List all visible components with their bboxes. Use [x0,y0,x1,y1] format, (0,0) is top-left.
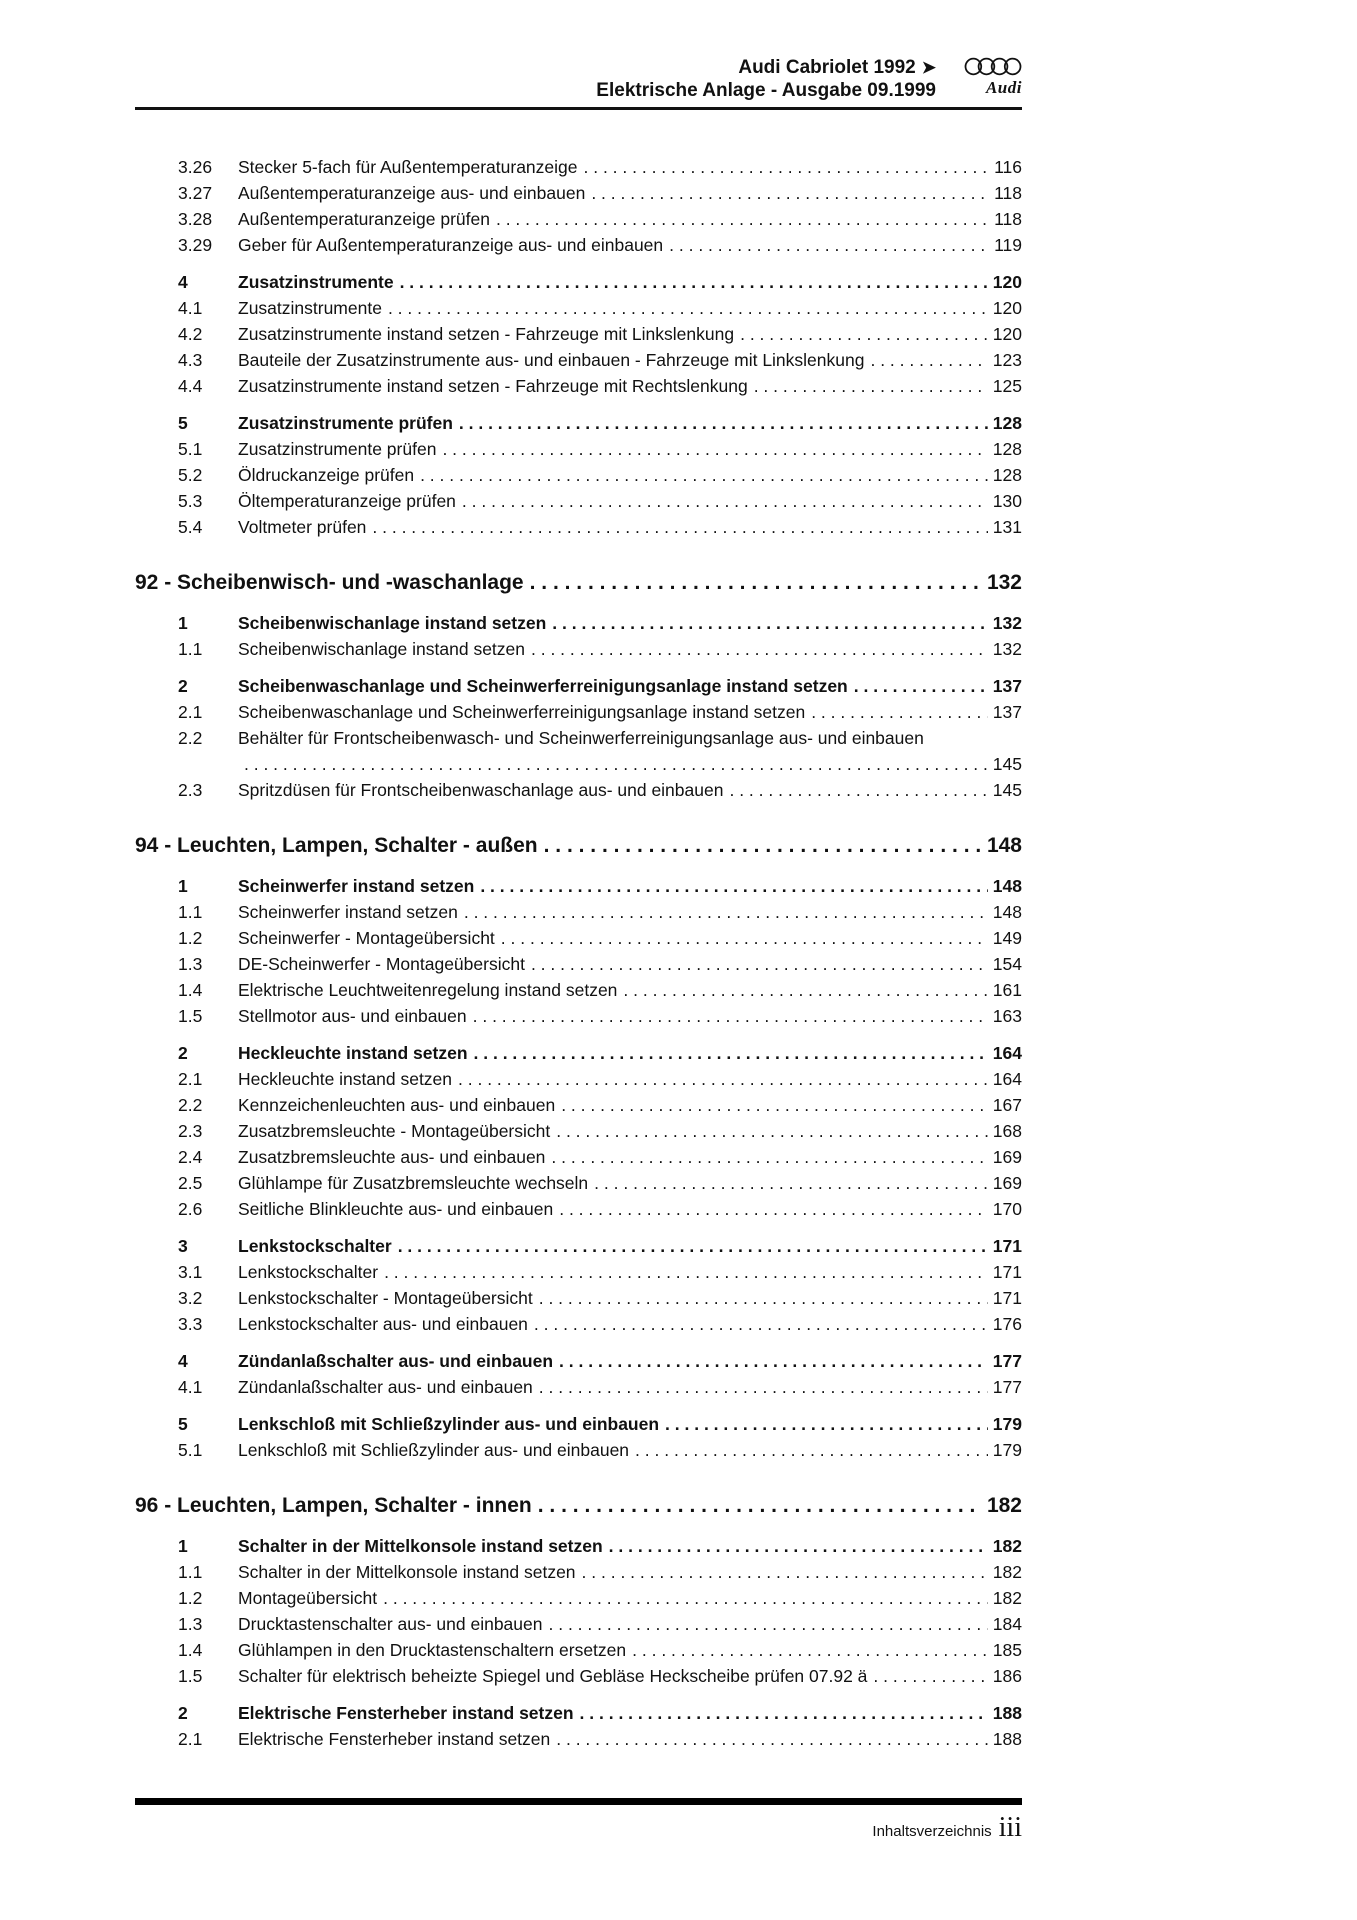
dot-leader [372,514,987,540]
toc-entry-subsection-continuation [135,751,1022,777]
toc-entry-subsection [135,514,1022,540]
toc-entry-subsection [135,1170,1022,1196]
toc-entry-number: 3.26 [178,157,213,177]
toc-entry-title: Außentemperaturanzeige prüfen [238,209,490,229]
toc-entry-title: Zusatzinstrumente instand setzen - Fahrzeuge mit Rechtslenkung [238,376,748,396]
toc-entry-number: 3.2 [178,1288,203,1308]
toc-entry-page: 163 [992,1006,1022,1026]
toc-entry-page: 149 [992,928,1022,948]
dot-leader [580,1700,988,1726]
toc-entry-number: 1.2 [178,1588,203,1608]
toc-entry-title: Lenkstockschalter [238,1236,392,1256]
toc-entry-number: 2.5 [178,1173,203,1193]
toc-entry-subsection [135,436,1022,462]
toc-entry-subsection [135,1559,1022,1585]
toc-entry-title: Zündanlaßschalter aus- und einbauen [238,1351,554,1371]
toc-entry-page: 120 [992,298,1022,318]
toc-entry-title: Kennzeichenleuchten aus- und einbauen [238,1095,556,1115]
footer-page-number: iii [998,1812,1022,1843]
dot-leader [623,977,987,1003]
toc-entry-section [135,673,1022,699]
toc-entry-title: Zündanlaßschalter aus- und einbauen [238,1377,533,1397]
toc-entry-page: 120 [992,272,1022,292]
dot-leader [496,206,989,232]
audi-rings-icon [964,56,1022,77]
toc-entry-page: 182 [992,1588,1022,1608]
toc-entry-number: 4.3 [178,350,203,370]
toc-entry-title: Scheinwerfer instand setzen [238,902,458,922]
toc-entry-page: 120 [992,324,1022,344]
dot-leader [665,1411,988,1437]
dot-leader [398,1233,988,1259]
toc-entry-page: 171 [992,1262,1022,1282]
toc-entry-subsection [135,636,1022,662]
toc-entry-number: 4.4 [178,376,203,396]
toc-entry-number: 5.2 [178,465,203,485]
toc-entry-page: 145 [992,754,1022,774]
toc-entry-subsection [135,1637,1022,1663]
toc-entry-number: 4.1 [178,298,203,318]
toc-entry-title: Scheibenwaschanlage und Scheinwerferreinigungsanlage instand setzen [238,676,848,696]
toc-entry-section [135,1411,1022,1437]
dot-leader [464,899,988,925]
toc-entry-subsection [135,925,1022,951]
toc-entry-number: 1 [178,876,188,896]
dot-leader [729,777,987,803]
header-divider [135,107,1022,110]
toc-entry-title: Leuchten, Lampen, Schalter - außen [177,834,538,857]
toc-entry-page: 128 [992,465,1022,485]
dot-leader [531,951,988,977]
toc-entry-number: 1 [178,613,188,633]
toc-entry-title: Lenkstockschalter [238,1262,379,1282]
toc-entry-title: Heckleuchte instand setzen [238,1043,468,1063]
dot-leader [549,1611,988,1637]
dot-leader [873,1663,987,1689]
toc-entry-number: 1 [178,1536,188,1556]
toc-entry-subsection [135,1663,1022,1689]
toc-entry-subsection [135,777,1022,803]
dot-leader [754,373,988,399]
dot-leader [388,295,988,321]
toc-entry-subsection [135,373,1022,399]
toc-entry-page: 185 [992,1640,1022,1660]
brand-logo [964,56,1022,98]
toc-entry-page: 177 [992,1377,1022,1397]
toc-entry-title: Öltemperaturanzeige prüfen [238,491,456,511]
toc-entry-page: 132 [992,639,1022,659]
toc-entry-subsection [135,347,1022,373]
toc-entry-title: Zusatzinstrumente [238,298,382,318]
toc-entry-title: Scheibenwischanlage instand setzen [238,613,547,633]
toc-entry-page: 179 [992,1414,1022,1434]
dot-leader [400,269,988,295]
toc-entry-subsection [135,725,1022,751]
toc-entry-title: Lenkstockschalter - Montageübersicht [238,1288,533,1308]
document-header [135,0,1022,102]
toc-entry-title: Zusatzinstrumente prüfen [238,413,453,433]
dot-leader [561,1092,988,1118]
toc-entry-section [135,1040,1022,1066]
dot-leader [459,410,988,436]
toc-entry-section [135,1348,1022,1374]
toc-entry-subsection [135,1259,1022,1285]
toc-entry-title: Schalter in der Mittelkonsole instand setzen [238,1562,576,1582]
toc-entry-chapter [135,1489,1022,1522]
toc-entry-title: Zusatzbremsleuchte - Montageübersicht [238,1121,551,1141]
toc-entry-chapter [135,566,1022,599]
header-model-line [596,56,936,79]
toc-entry-title: Lenkschloß mit Schließzylinder aus- und einbauen [238,1440,630,1460]
toc-entry-subsection [135,488,1022,514]
toc-entry-number: 3.3 [178,1314,203,1334]
toc-entry-number: 3.29 [178,235,213,255]
toc-entry-page: 168 [992,1121,1022,1141]
toc-entry-title: Stellmotor aus- und einbauen [238,1006,467,1026]
toc-entry-page: 119 [994,235,1022,255]
dot-leader [531,636,988,662]
toc-entry-title: Scheinwerfer - Montageübersicht [238,928,495,948]
toc-entry-number: 5.3 [178,491,203,511]
dot-leader [556,1118,988,1144]
toc-entry-title: Zusatzinstrumente prüfen [238,439,437,459]
toc-entry-number: 94 - [135,829,177,862]
dot-leader [244,751,988,777]
toc-entry-page: 164 [992,1069,1022,1089]
toc-entry-page: 148 [992,876,1022,896]
toc-entry-page: 186 [992,1666,1022,1686]
toc-entry-section [135,1533,1022,1559]
toc-entry-page: 177 [992,1351,1022,1371]
toc-entry-subsection [135,1311,1022,1337]
dot-leader [474,1040,988,1066]
toc-entry-title: Seitliche Blinkleuchte aus- und einbauen [238,1199,554,1219]
toc-entry-page: 167 [992,1095,1022,1115]
toc-entry-subsection [135,1726,1022,1752]
footer-divider [135,1798,1022,1805]
toc-entry-title: Bauteile der Zusatzinstrumente aus- und einbauen - Fahrzeuge mit Linkslenkung [238,350,865,370]
toc-entry-page: 132 [992,613,1022,633]
toc-entry-number: 2.1 [178,1729,203,1749]
toc-entry-number: 1.2 [178,928,203,948]
toc-entry-page: 132 [986,571,1022,594]
toc-entry-subsection [135,321,1022,347]
toc-entry-page: 125 [992,376,1022,396]
toc-entry-subsection [135,206,1022,232]
toc-entry-chapter [135,829,1022,862]
toc-entry-page: 169 [992,1147,1022,1167]
toc-entry-number: 2.3 [178,1121,203,1141]
dot-leader [458,1066,988,1092]
toc-entry-page: 118 [994,209,1022,229]
toc-entry-number: 3.28 [178,209,213,229]
forward-arrow-icon: ➤ [921,58,936,77]
toc-entry-subsection [135,180,1022,206]
toc-entry-subsection [135,1437,1022,1463]
toc-entry-title: Zusatzinstrumente [238,272,394,292]
toc-entry-number: 1.5 [178,1006,203,1026]
toc-entry-number: 1.1 [178,1562,203,1582]
toc-entry-subsection [135,1066,1022,1092]
toc-entry-title: Leuchten, Lampen, Schalter - innen [177,1494,532,1517]
toc-entry-title: Außentemperaturanzeige aus- und einbauen [238,183,586,203]
toc-entry-subsection [135,1118,1022,1144]
toc-entry-title: DE-Scheinwerfer - Montageübersicht [238,954,525,974]
toc-entry-number: 2 [178,676,188,696]
toc-entry-page: 179 [992,1440,1022,1460]
toc-entry-page: 171 [992,1288,1022,1308]
toc-entry-section [135,1233,1022,1259]
toc-entry-number: 5.4 [178,517,203,537]
toc-entry-number: 1.5 [178,1666,203,1686]
toc-entry-page: 130 [992,491,1022,511]
dot-leader [556,1726,988,1752]
dot-leader [635,1437,988,1463]
dot-leader [462,488,988,514]
toc-entry-title: Lenkstockschalter aus- und einbauen [238,1314,528,1334]
toc-entry-number: 1.3 [178,1614,203,1634]
document-footer [135,1812,1022,1844]
toc-entry-page: 123 [992,350,1022,370]
toc-entry-page: 169 [992,1173,1022,1193]
toc-entry-number: 2 [178,1043,188,1063]
dot-leader [442,436,987,462]
toc-entry-title: Scheibenwaschanlage und Scheinwerferreinigungsanlage instand setzen [238,702,806,722]
toc-entry-title: Montageübersicht [238,1588,378,1608]
toc-entry-title: Voltmeter prüfen [238,517,367,537]
toc-entry-number: 2.1 [178,702,203,722]
toc-entry-number: 1.1 [178,639,203,659]
toc-entry-number: 96 - [135,1489,177,1522]
dot-leader [384,1259,988,1285]
toc-entry-number: 1.1 [178,902,203,922]
toc-entry-page: 182 [992,1562,1022,1582]
toc-entry-page: 164 [992,1043,1022,1063]
header-model-text: Audi Cabriolet 1992 [738,57,916,78]
toc-entry-page: 128 [992,439,1022,459]
dot-leader [582,1559,988,1585]
toc-entry-number: 5 [178,413,188,433]
dot-leader [539,1374,988,1400]
header-text-block [596,56,936,102]
dot-leader [530,566,982,599]
toc-entry-number: 5 [178,1414,188,1434]
dot-leader [632,1637,988,1663]
toc-entry-page: 182 [992,1536,1022,1556]
toc-entry-page: 148 [986,834,1022,857]
toc-entry-title: Heckleuchte instand setzen [238,1069,453,1089]
toc-entry-section [135,610,1022,636]
toc-entry-subsection [135,295,1022,321]
toc-entry-subsection [135,1611,1022,1637]
toc-entry-number: 4.1 [178,1377,203,1397]
toc-entry-title: Geber für Außentemperaturanzeige aus- und einbauen [238,235,664,255]
toc-entry-number: 92 - [135,566,177,599]
toc-entry-number: 2.3 [178,780,203,800]
toc-entry-title: Scheinwerfer instand setzen [238,876,475,896]
toc-entry-page: 137 [992,702,1022,722]
toc-entry-number: 2.1 [178,1069,203,1089]
toc-entry-subsection [135,1003,1022,1029]
toc-entry-number: 2.4 [178,1147,203,1167]
toc-entry-title: Schalter in der Mittelkonsole instand setzen [238,1536,603,1556]
toc-entry-title: Zusatzbremsleuchte aus- und einbauen [238,1147,546,1167]
toc-entry-number: 3 [178,1236,188,1256]
toc-entry-subsection [135,1585,1022,1611]
toc-entry-number: 3.27 [178,183,213,203]
toc-entry-page: 188 [992,1729,1022,1749]
toc-entry-page: 137 [992,676,1022,696]
toc-entry-number: 2.2 [178,728,203,748]
toc-entry-title: Glühlampen in den Drucktastenschaltern ersetzen [238,1640,627,1660]
toc-entry-title: Elektrische Fensterheber instand setzen [238,1729,551,1749]
toc-entry-number: 1.4 [178,980,203,1000]
toc-entry-page: 154 [992,954,1022,974]
toc-entry-title: Lenkschloß mit Schließzylinder aus- und einbauen [238,1414,660,1434]
toc-entry-number: 4 [178,272,188,292]
toc-entry-title: Scheibenwisch- und -waschanlage [177,571,524,594]
toc-entry-page: 145 [992,780,1022,800]
dot-leader [584,154,990,180]
toc-entry-subsection [135,899,1022,925]
dot-leader [383,1585,988,1611]
toc-entry-subsection [135,951,1022,977]
header-edition-line: Elektrische Anlage - Ausgabe 09.1999 [596,80,936,101]
toc-entry-subsection [135,1285,1022,1311]
toc-entry-subsection [135,699,1022,725]
toc-entry-subsection [135,154,1022,180]
toc-entry-page: 116 [994,157,1022,177]
footer-section-label: Inhaltsverzeichnis [872,1823,992,1840]
dot-leader [538,1489,982,1522]
dot-leader [591,180,989,206]
toc-entry-number: 5.1 [178,1440,203,1460]
toc-entry-subsection [135,1374,1022,1400]
toc-entry-page: 148 [992,902,1022,922]
toc-entry-page: 128 [992,413,1022,433]
toc-entry-subsection [135,462,1022,488]
toc-entry-title: Scheibenwischanlage instand setzen [238,639,525,659]
toc-entry-title: Drucktastenschalter aus- und einbauen [238,1614,543,1634]
dot-leader [552,610,988,636]
toc-entry-number: 3.1 [178,1262,203,1282]
toc-entry-section [135,1700,1022,1726]
toc-entry-title: Zusatzinstrumente instand setzen - Fahrzeuge mit Linkslenkung [238,324,735,344]
toc-entry-page: 118 [994,183,1022,203]
toc-entry-section [135,873,1022,899]
toc-entry-page: 182 [986,1494,1022,1517]
toc-entry-number: 2 [178,1703,188,1723]
toc-list [135,154,1022,1752]
dot-leader [594,1170,988,1196]
toc-entry-title: Stecker 5-fach für Außentemperaturanzeige [238,157,578,177]
toc-entry-page: 131 [992,517,1022,537]
toc-entry-subsection [135,1144,1022,1170]
toc-entry-title: Elektrische Fensterheber instand setzen [238,1703,574,1723]
toc-entry-title: Elektrische Leuchtweitenregelung instand setzen [238,980,618,1000]
toc-entry-page: 184 [992,1614,1022,1634]
dot-leader [534,1311,988,1337]
toc-entry-title: Spritzdüsen für Frontscheibenwaschanlage aus- und einbauen [238,780,724,800]
dot-leader [870,347,987,373]
toc-entry-subsection [135,1196,1022,1222]
toc-entry-number: 2.2 [178,1095,203,1115]
dot-leader [551,1144,987,1170]
dot-leader [854,673,988,699]
toc-entry-page: 161 [992,980,1022,1000]
toc-entry-number: 2.6 [178,1199,203,1219]
toc-entry-section [135,410,1022,436]
dot-leader [559,1348,988,1374]
toc-entry-page: 171 [992,1236,1022,1256]
toc-entry-number: 1.4 [178,1640,203,1660]
toc-entry-title: Schalter für elektrisch beheizte Spiegel und Gebläse Heckscheibe prüfen 07.92 ä [238,1666,868,1686]
dot-leader [544,829,982,862]
dot-leader [501,925,988,951]
toc-entry-page: 188 [992,1703,1022,1723]
dot-leader [811,699,988,725]
toc-entry-number: 4 [178,1351,188,1371]
toc-entry-number: 1.3 [178,954,203,974]
dot-leader [473,1003,988,1029]
toc-entry-page: 176 [992,1314,1022,1334]
dot-leader [609,1533,988,1559]
toc-entry-title: Glühlampe für Zusatzbremsleuchte wechseln [238,1173,589,1193]
dot-leader [740,321,988,347]
audi-wordmark: Audi [985,78,1022,97]
toc-entry-page: 170 [992,1199,1022,1219]
dot-leader [669,232,989,258]
toc-entry-subsection [135,232,1022,258]
toc-entry-number: 5.1 [178,439,203,459]
dot-leader [539,1285,988,1311]
toc-entry-number: 4.2 [178,324,203,344]
toc-entry-subsection [135,977,1022,1003]
dot-leader [559,1196,988,1222]
toc-entry-section [135,269,1022,295]
dot-leader [420,462,988,488]
content-column [135,0,1022,1752]
toc-entry-subsection [135,1092,1022,1118]
toc-entry-title: Öldruckanzeige prüfen [238,465,415,485]
dot-leader [480,873,987,899]
toc-entry-title: Behälter für Frontscheibenwasch- und Scheinwerferreinigungsanlage aus- und einbauen [238,728,924,748]
